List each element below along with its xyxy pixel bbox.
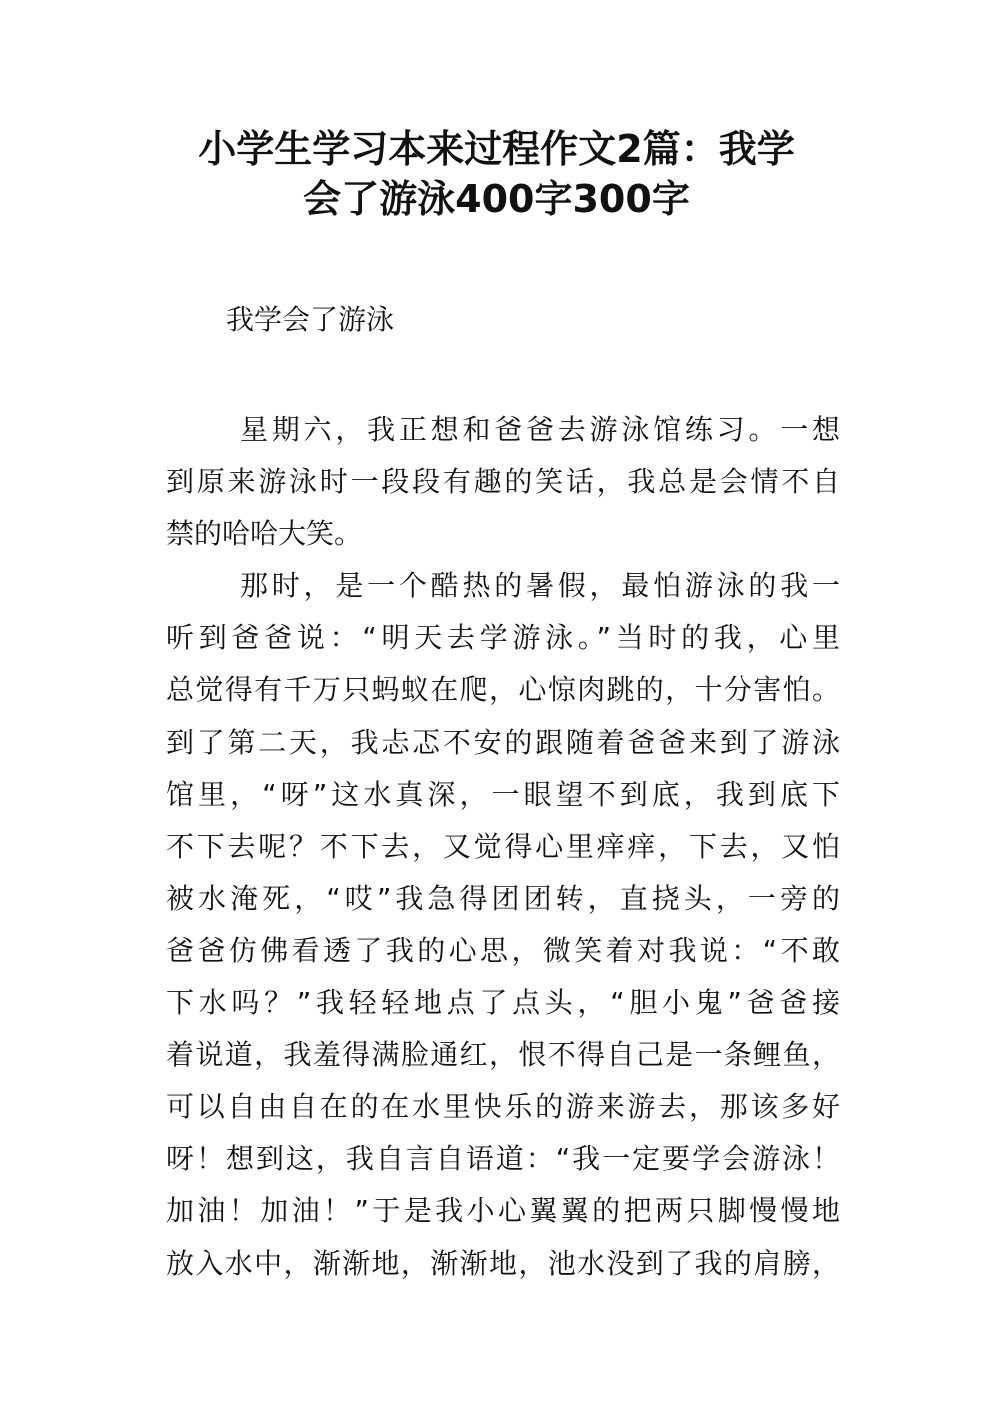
text-line: 可以自由自在的在水里快乐的游来游去，那该多好: [166, 1090, 840, 1124]
text-line: 着说道，我羞得满脸通红，恨不得自己是一条鲤鱼，: [166, 1038, 840, 1072]
text-line: 加油！加油！”于是我小心翼翼的把两只脚慢慢地: [166, 1194, 840, 1228]
title-line-1: 小学生学习本来过程作文2篇：我学: [198, 127, 795, 171]
text-line: 禁的哈哈大笑。: [166, 517, 363, 551]
text-line: 被水淹死，“哎”我急得团团转，直挠头，一旁的: [166, 881, 840, 915]
title-line-2: 会了游泳400字300字: [303, 177, 690, 221]
text-line: 总觉得有千万只蚂蚁在爬，心惊肉跳的，十分害怕。: [166, 673, 840, 707]
text-line: 听到爸爸说：“明天去学游泳。”当时的我，心里: [166, 621, 840, 655]
text-line: 不下去呢？不下去，又觉得心里痒痒，下去，又怕: [166, 829, 840, 863]
text-line: 下水吗？”我轻轻地点了点头，“胆小鬼”爸爸接: [166, 986, 840, 1020]
text-line: 到原来游泳时一段段有趣的笑话，我总是会情不自: [166, 465, 840, 499]
text-line: 爸爸仿佛看透了我的心思，微笑着对我说：“不敢: [166, 933, 840, 967]
text-line: 那时，是一个酷热的暑假，最怕游泳的我一: [240, 569, 840, 603]
text-line: 星期六，我正想和爸爸去游泳馆练习。一想: [240, 413, 840, 446]
text-line: 到了第二天，我忐忑不安的跟随着爸爸来到了游泳: [166, 725, 840, 759]
document-title: [0, 124, 993, 224]
text-line: 馆里，“呀”这水真深，一眼望不到底，我到底下: [166, 777, 840, 811]
essay-body: [166, 404, 840, 1290]
text-line: 放入水中，渐渐地，渐渐地，池水没到了我的肩膀，: [166, 1246, 840, 1280]
essay-subtitle: 我学会了游泳: [226, 303, 395, 336]
text-line: 呀！想到这，我自言自语道：“我一定要学会游泳！: [166, 1142, 840, 1176]
